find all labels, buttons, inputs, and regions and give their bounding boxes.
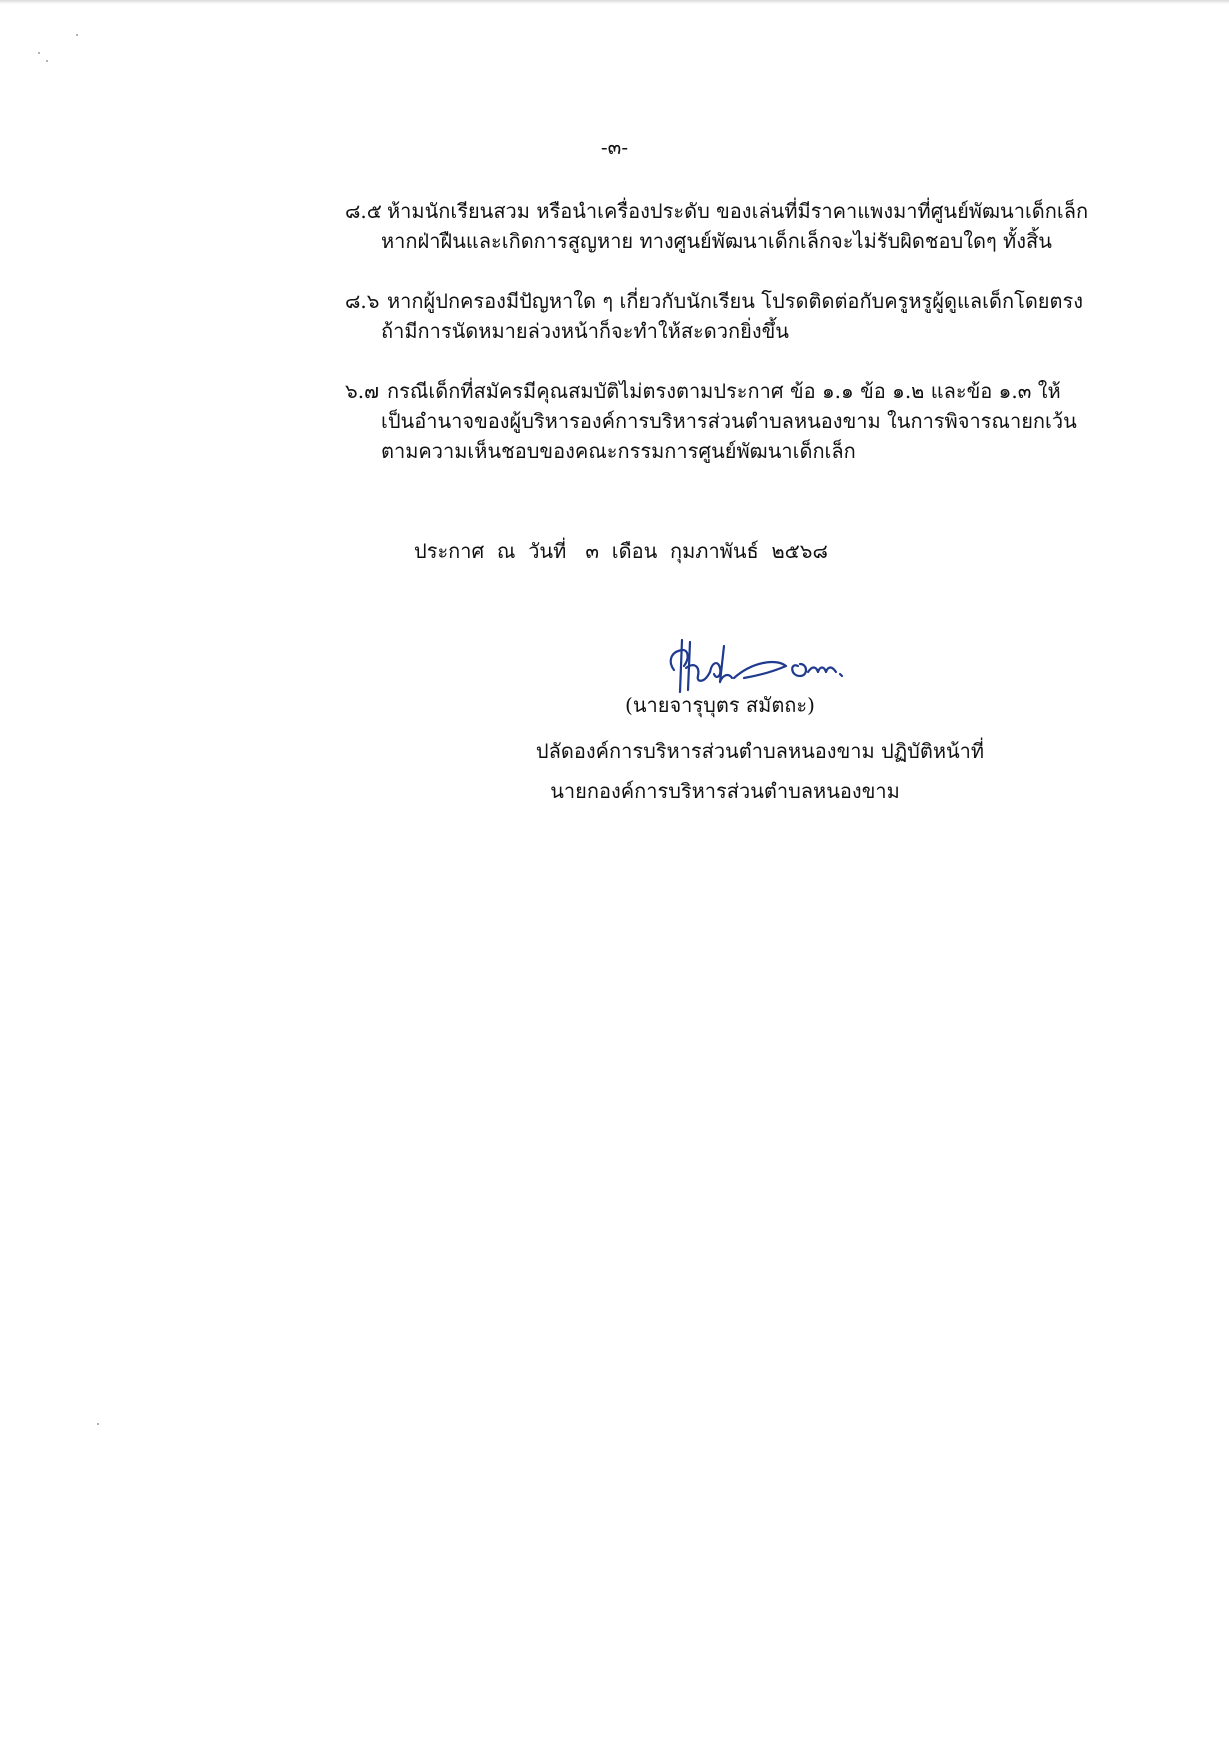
signer-title-line-1: ปลัดองค์การบริหารส่วนตำบลหนองขาม ปฏิบัติหน้าที่ <box>535 739 985 763</box>
clause-text-line: ตามความเห็นชอบของคณะกรรมการศูนย์พัฒนาเด็กเล็ก <box>381 439 856 463</box>
clause-number: ๘.๕ <box>345 199 382 223</box>
signer-name: (นายจารุบุตร สมัตถะ) <box>625 693 815 717</box>
scan-edge-shadow <box>0 0 1229 4</box>
clause-text-line: เป็นอำนาจของผู้บริหารองค์การบริหารส่วนตำบลหนองขาม ในการพิจารณายกเว้น <box>381 409 1077 433</box>
clause-text-line: หากฝ่าฝืนและเกิดการสูญหาย ทางศูนย์พัฒนาเด็กเล็กจะไม่รับผิดชอบใดๆ ทั้งสิ้น <box>381 229 1052 253</box>
clause-text-line: กรณีเด็กที่สมัครมีคุณสมบัติไม่ตรงตามประกาศ ข้อ ๑.๑ ข้อ ๑.๒ และข้อ ๑.๓ ให้ <box>387 379 1061 403</box>
announcement-date: ประกาศ ณ วันที่ ๓ เดือน กุมภาพันธ์ ๒๕๖๘ <box>414 539 828 563</box>
clause-number: ๖.๗ <box>345 379 380 403</box>
clause-text-line: หากผู้ปกครองมีปัญหาใด ๆ เกี่ยวกับนักเรียน โปรดติดต่อกับครูหรูผู้ดูแลเด็กโดยตรง <box>387 289 1084 313</box>
clause-8-6 <box>345 286 1135 346</box>
scan-speck <box>46 60 48 62</box>
page-number: -๓- <box>600 135 629 159</box>
clause-8-5 <box>345 196 1135 256</box>
clause-text-line: ห้ามนักเรียนสวม หรือนำเครื่องประดับ ของเล่นที่มีราคาแพงมาที่ศูนย์พัฒนาเด็กเล็ก <box>387 199 1089 223</box>
clause-6-7 <box>345 376 1135 466</box>
clause-number: ๘.๖ <box>345 289 380 313</box>
signer-title-line-2: นายกองค์การบริหารส่วนตำบลหนองขาม <box>550 779 900 803</box>
clause-text-line: ถ้ามีการนัดหมายล่วงหน้าก็จะทำให้สะดวกยิ่งขึ้น <box>381 319 789 343</box>
scan-speck <box>76 34 78 36</box>
handwritten-signature <box>660 632 880 698</box>
scan-speck <box>97 1423 99 1425</box>
scan-speck <box>38 52 40 54</box>
